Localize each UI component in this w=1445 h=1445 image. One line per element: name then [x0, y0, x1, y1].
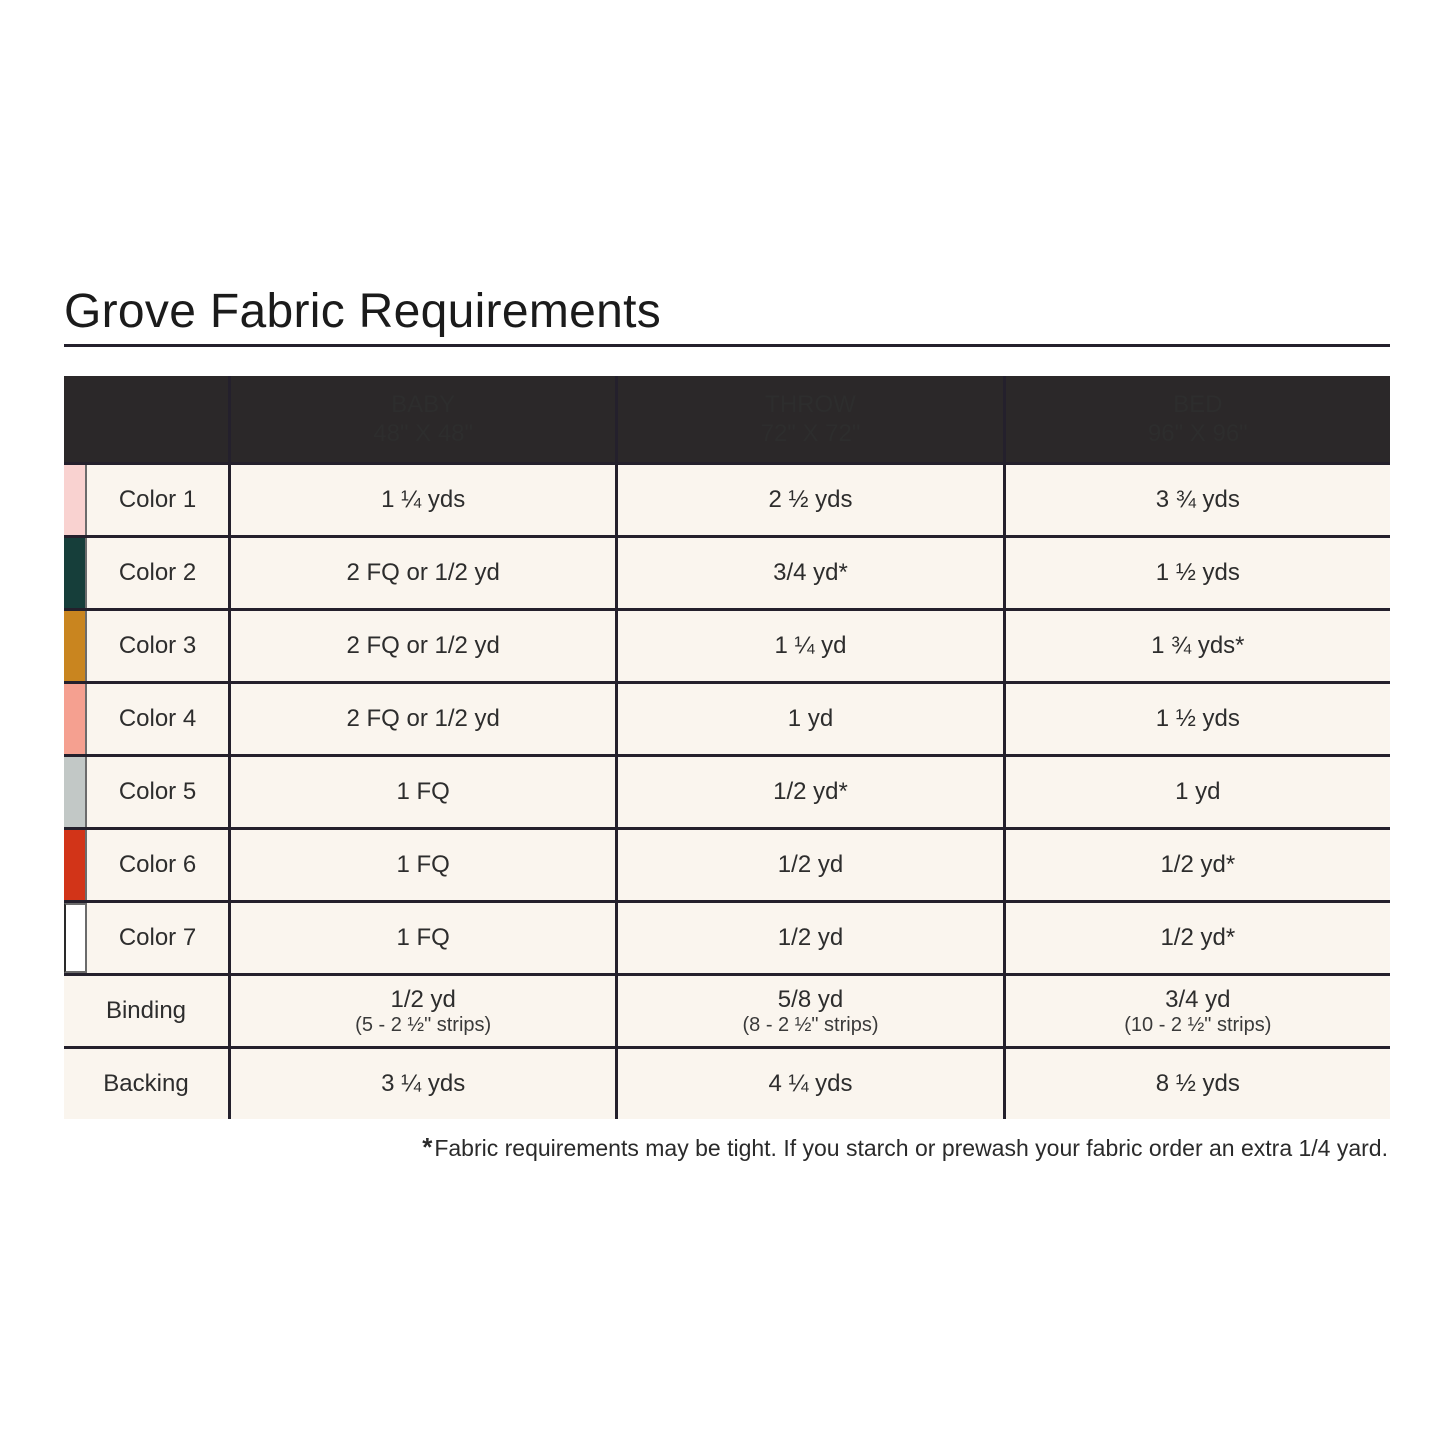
- row-label-cell: [64, 611, 231, 681]
- color-swatch: [64, 684, 87, 754]
- cell-baby: [231, 465, 618, 535]
- table-row-color-2: [64, 538, 1390, 611]
- row-label: Color 5: [118, 778, 197, 805]
- color-swatch: [64, 830, 87, 900]
- row-label: Color 4: [118, 705, 197, 732]
- row-label: Color 2: [118, 559, 197, 586]
- cell-value: 1/2 yd*: [1160, 924, 1236, 951]
- table-row-binding: [64, 976, 1390, 1049]
- cell-value: 3 ¼ yds: [381, 1070, 466, 1097]
- cell-throw: [618, 465, 1005, 535]
- cell-value: 1 ½ yds: [1155, 559, 1240, 586]
- cell-value: 1 ¼ yds: [381, 486, 466, 513]
- cell-throw: [618, 1049, 1005, 1119]
- cell-subvalue: (8 - 2 ½" strips): [742, 1014, 879, 1036]
- row-label-cell: [64, 976, 231, 1046]
- cell-value: 1/2 yd: [777, 924, 844, 951]
- cell-value: 4 ¼ yds: [768, 1070, 853, 1097]
- cell-subvalue: (5 - 2 ½" strips): [355, 1014, 492, 1036]
- cell-value: 3/4 yd*: [773, 559, 848, 586]
- row-label-cell: [64, 538, 231, 608]
- cell-value: 1 yd: [1175, 778, 1221, 805]
- cell-bed: [1006, 538, 1390, 608]
- cell-value: 1 ½ yds: [1155, 705, 1240, 732]
- row-label-cell: [64, 465, 231, 535]
- header-baby-size: 48" X 48": [373, 420, 474, 447]
- cell-baby: [231, 611, 618, 681]
- color-swatch: [64, 903, 87, 973]
- cell-bed: [1006, 611, 1390, 681]
- cell-value: 2 ½ yds: [768, 486, 853, 513]
- header-bed: [1006, 376, 1390, 462]
- color-swatch: [64, 538, 87, 608]
- table-header-row: [64, 376, 1390, 465]
- title-underline: [64, 344, 1390, 347]
- row-label: Color 3: [118, 632, 197, 659]
- cell-value: 1/2 yd*: [1160, 851, 1236, 878]
- cell-value: 5/8 yd: [777, 986, 844, 1013]
- header-throw: [618, 376, 1005, 462]
- cell-baby: [231, 903, 618, 973]
- cell-baby: [231, 684, 618, 754]
- cell-value: 1/2 yd: [390, 986, 456, 1013]
- header-baby: [231, 376, 618, 462]
- cell-baby: [231, 830, 618, 900]
- cell-throw: [618, 976, 1005, 1046]
- row-label-cell: [64, 1049, 231, 1119]
- cell-throw: [618, 611, 1005, 681]
- header-throw-size: 72" X 72": [760, 420, 861, 447]
- header-corner-cell: [64, 376, 231, 462]
- cell-value: 1/2 yd: [777, 851, 844, 878]
- cell-throw: [618, 538, 1005, 608]
- cell-throw: [618, 830, 1005, 900]
- cell-throw: [618, 903, 1005, 973]
- row-label: Color 1: [118, 486, 197, 513]
- cell-bed: [1006, 976, 1390, 1046]
- cell-value: 8 ½ yds: [1155, 1070, 1240, 1097]
- cell-baby: [231, 757, 618, 827]
- color-swatch: [64, 611, 87, 681]
- footnote: [422, 1132, 1388, 1163]
- row-label-cell: [64, 757, 231, 827]
- cell-value: 1 FQ: [396, 851, 450, 878]
- cell-value: 1 FQ: [396, 924, 450, 951]
- cell-value: 1 yd: [787, 705, 834, 732]
- row-label: Backing: [103, 1070, 189, 1097]
- header-bed-name: BED: [1173, 391, 1223, 418]
- cell-value: 2 FQ or 1/2 yd: [346, 705, 500, 732]
- row-label-cell: [64, 684, 231, 754]
- color-swatch: [64, 757, 87, 827]
- table-row-color-1: [64, 465, 1390, 538]
- cell-bed: [1006, 757, 1390, 827]
- fabric-requirements-table: [64, 376, 1390, 1119]
- row-label: Color 6: [118, 851, 197, 878]
- row-label-cell: [64, 903, 231, 973]
- cell-value: 1 ¼ yd: [774, 632, 847, 659]
- header-throw-name: THROW: [765, 391, 856, 418]
- cell-value: 2 FQ or 1/2 yd: [346, 632, 500, 659]
- cell-baby: [231, 1049, 618, 1119]
- page-title: Grove Fabric Requirements: [64, 285, 662, 338]
- table-row-color-4: [64, 684, 1390, 757]
- row-label: Color 7: [118, 924, 197, 951]
- cell-bed: [1006, 903, 1390, 973]
- table-row-color-6: [64, 830, 1390, 903]
- cell-bed: [1006, 830, 1390, 900]
- row-label: Binding: [105, 997, 187, 1024]
- cell-throw: [618, 757, 1005, 827]
- table-row-color-5: [64, 757, 1390, 830]
- cell-value: 3/4 yd: [1165, 986, 1231, 1013]
- footnote-asterisk: *: [422, 1132, 433, 1162]
- cell-value: 1 ¾ yds*: [1151, 632, 1245, 659]
- cell-throw: [618, 684, 1005, 754]
- cell-subvalue: (10 - 2 ½" strips): [1124, 1014, 1272, 1036]
- footnote-text: Fabric requirements may be tight. If you starch or prewash your fabric order an extra 1/4 yard.: [434, 1135, 1388, 1161]
- color-swatch: [64, 465, 87, 535]
- cell-bed: [1006, 465, 1390, 535]
- cell-value: 3 ¾ yds: [1155, 486, 1240, 513]
- cell-baby: [231, 538, 618, 608]
- cell-bed: [1006, 1049, 1390, 1119]
- table-row-color-3: [64, 611, 1390, 684]
- row-label-cell: [64, 830, 231, 900]
- table-row-backing: [64, 1049, 1390, 1119]
- cell-bed: [1006, 684, 1390, 754]
- cell-value: 1 FQ: [396, 778, 450, 805]
- header-bed-size: 96" X 96": [1147, 420, 1248, 447]
- header-baby-name: BABY: [391, 391, 456, 418]
- cell-value: 2 FQ or 1/2 yd: [346, 559, 500, 586]
- cell-value: 1/2 yd*: [773, 778, 848, 805]
- table-row-color-7: [64, 903, 1390, 976]
- cell-baby: [231, 976, 618, 1046]
